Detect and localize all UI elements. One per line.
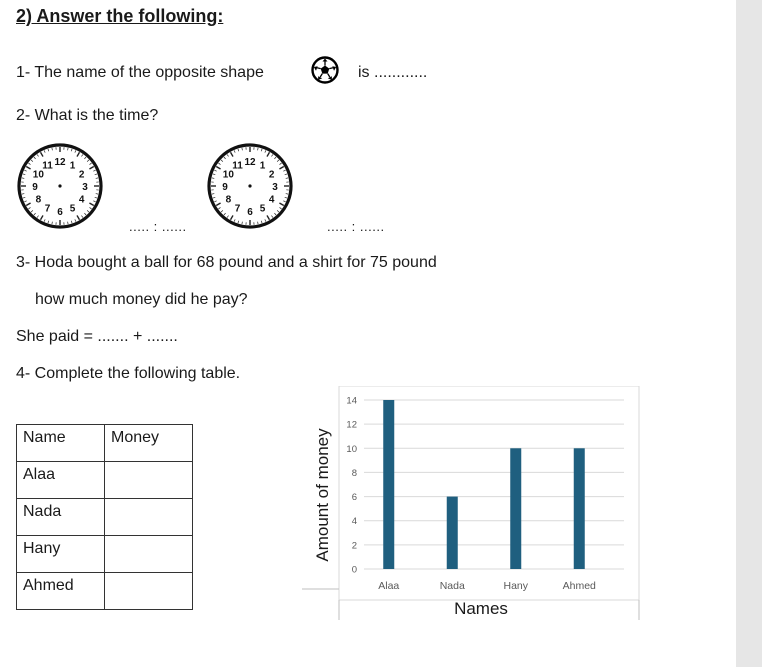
clock-number: 10 xyxy=(32,169,44,181)
question-2-text: 2- What is the time? xyxy=(16,107,159,124)
y-tick-label: 8 xyxy=(351,467,357,479)
clock-number: 8 xyxy=(225,194,232,206)
right-margin-strip xyxy=(736,0,762,667)
clock-number: 3 xyxy=(82,182,88,193)
clock-number: 8 xyxy=(35,194,42,206)
y-tick-label: 4 xyxy=(351,516,357,528)
clock-number: 5 xyxy=(69,203,76,215)
clock-number: 9 xyxy=(32,182,38,193)
row-money-cell[interactable] xyxy=(105,499,193,536)
chart-svg xyxy=(302,386,640,620)
clock-number: 2 xyxy=(78,169,85,181)
y-tick-label: 6 xyxy=(351,492,357,504)
bar-nada xyxy=(447,497,458,569)
question-3-answer[interactable]: She paid = ....... + ....... xyxy=(16,328,178,345)
table-row xyxy=(17,536,193,573)
clock-number: 4 xyxy=(78,194,85,206)
y-tick-label: 2 xyxy=(351,540,357,552)
table-header-row xyxy=(17,425,193,462)
clock-1-icon xyxy=(12,141,108,231)
y-tick-label: 14 xyxy=(346,395,357,407)
row-name: Alaa xyxy=(17,462,105,499)
header-name: Name xyxy=(17,425,105,462)
question-1-answer-blank[interactable]: is ............ xyxy=(358,64,428,81)
y-axis-title: Amount of money xyxy=(313,428,332,562)
row-money-cell[interactable] xyxy=(105,573,193,610)
table-row xyxy=(17,462,193,499)
clock-number: 6 xyxy=(247,207,253,218)
time-answer-1[interactable]: ..... : ...... xyxy=(129,219,187,234)
x-tick-label: Ahmed xyxy=(562,580,596,592)
clock-number: 10 xyxy=(222,169,234,181)
clock-number: 9 xyxy=(222,182,228,193)
question-1-text: 1- The name of the opposite shape xyxy=(16,64,264,81)
bar-hany xyxy=(510,448,521,569)
clock-number: 12 xyxy=(54,157,66,168)
question-4-text: 4- Complete the following table. xyxy=(16,365,241,382)
x-tick-label: Nada xyxy=(439,580,465,592)
clock-number: 2 xyxy=(268,169,275,181)
row-money-cell[interactable] xyxy=(105,462,193,499)
row-name: Ahmed xyxy=(17,573,105,610)
clock-number: 5 xyxy=(259,203,266,215)
y-tick-label: 0 xyxy=(351,564,357,576)
question-3-text: 3- Hoda bought a ball for 68 pound and a shirt for 75 pound xyxy=(16,254,437,271)
clock-2-icon xyxy=(202,141,298,231)
clock-number: 1 xyxy=(69,160,76,172)
clock-number: 1 xyxy=(259,160,266,172)
clock-number: 11 xyxy=(42,160,53,172)
time-answer-2[interactable]: ..... : ...... xyxy=(327,219,385,234)
clock-number: 12 xyxy=(244,157,256,168)
x-tick-label: Alaa xyxy=(378,580,400,592)
clock-number: 6 xyxy=(57,207,63,218)
y-tick-label: 10 xyxy=(346,443,357,455)
clock-number: 7 xyxy=(44,203,51,215)
table-row xyxy=(17,499,193,536)
row-name: Nada xyxy=(17,499,105,536)
x-tick-label: Hany xyxy=(503,580,529,592)
money-bar-chart xyxy=(302,386,640,620)
clock-number: 7 xyxy=(234,203,241,215)
section-heading: 2) Answer the following: xyxy=(16,6,224,26)
soccer-ball-icon xyxy=(311,56,339,84)
clock-center-dot xyxy=(248,184,251,187)
x-axis-title: Names xyxy=(454,599,508,618)
row-money-cell[interactable] xyxy=(105,536,193,573)
bar-ahmed xyxy=(574,448,585,569)
table-row xyxy=(17,573,193,610)
y-tick-label: 12 xyxy=(346,419,357,431)
clock-number: 3 xyxy=(272,182,278,193)
clock-number: 11 xyxy=(232,160,243,172)
row-name: Hany xyxy=(17,536,105,573)
question-3-subtext: how much money did he pay? xyxy=(35,291,248,308)
header-money: Money xyxy=(105,425,193,462)
money-table xyxy=(16,424,193,610)
bar-alaa xyxy=(383,400,394,569)
clock-center-dot xyxy=(58,184,61,187)
clock-number: 4 xyxy=(268,194,275,206)
